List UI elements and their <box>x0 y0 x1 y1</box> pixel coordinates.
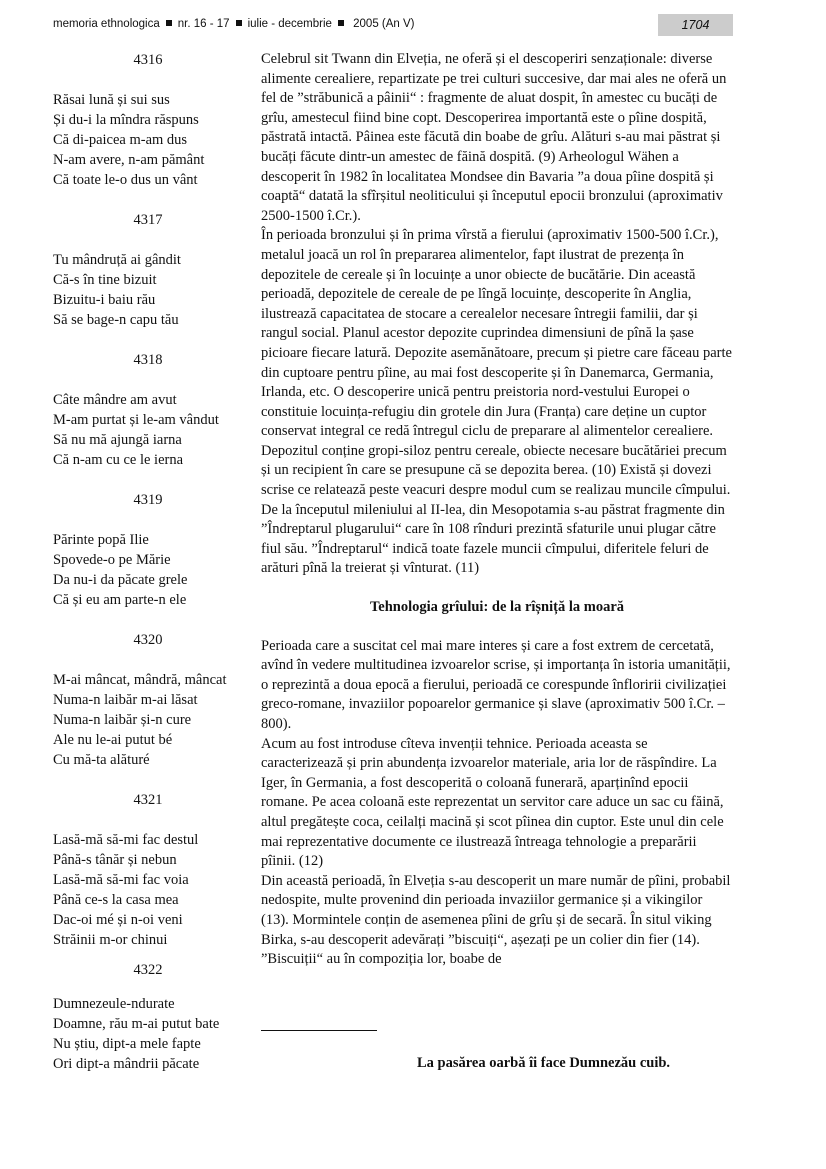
issue-year: 2005 (An V) <box>353 18 415 30</box>
poem <box>53 960 243 1074</box>
poem <box>53 50 243 190</box>
poem-line: N-am avere, n-am pământ <box>53 152 205 168</box>
issue-number: nr. 16 - 17 <box>177 18 230 30</box>
poem-line: Și du-i la mîndra răspuns <box>53 112 199 128</box>
article-paragraph: În perioada bronzului și în prima vîrstă a fierului (aproximativ 1500-500 î.Cr.), metalul joacă un rol în prepararea alimentelor, fapt ilustrat de prezența în depozitele de cereale și în locuințe a unor obiecte de bucătărie. Din această perioadă, depozitele de cereale de pe lîngă locuințe, descoperite în Anglia, ilustrează capacitatea de stocare a cerealelor necesare întregii familii, dar și rangul social. Planul acestor depozite cuprindea dimensiuni de pînă la șase picioare fiecare latură. Depozite asemănătoare, precum și pietre care făceau parte din cuptoare pentru pîine, au mai fost descoperite și în Danemarca, Germania, Irlanda, etc. O descoperire unică pentru preistoria nord-vestului Europei o constituie locuința-refugiu din grotele din Jura (Franța) care deține un cuptor conservat integral ce redă întregul ciclu de preparare al alimentelor cerealiere. Depozitul conține gropi-siloz pentru cereale, obiecte necesare bucătăriei precum și un recipient în care se presupune că se depozita berea. (10) Există și dovezi scrise ce relatează peste veacuri despre modul cum se realizau muncile cîmpului. De la începutul mileniului al II-lea, din Mesopotamia s-au păstrat fragmente din ”Îndreptarul plugarului“ care în 108 rînduri prezintă sfaturile unui plugar către fiul său. ”Îndreptarul“ indică toate fazele muncii cîmpului, diferitele feluri de arături pînă la treierat și vînturat. (11) <box>261 227 732 577</box>
poem-line: Doamne, rău m-ai putut bate <box>53 1016 220 1032</box>
poem-text <box>53 830 243 950</box>
footnote-divider <box>261 1030 377 1031</box>
poem-line: Cu mă-ta alăturé <box>53 752 150 768</box>
poem-line: Răsai lună și sui sus <box>53 92 170 108</box>
journal-info <box>53 18 415 30</box>
article-paragraph: Perioada care a suscitat cel mai mare interes și care a fost extrem de cercetată, avînd în vedere multitudinea izvoarelor scrise, și importanța în istoria umanității, o reprezintă a doua epocă a fierului, perioadă ce corespunde înfloririi civilizației greco-romane, invaziilor popoarelor germanice și slave (aproximativ 500 î.Cr. – 800). <box>261 637 731 732</box>
poem-line: Ale nu le-ai putut bé <box>53 732 173 748</box>
poem-text <box>53 90 243 190</box>
poem-line: Numa-n laibăr m-ai lăsat <box>53 692 198 708</box>
poem-line: Că-s în tine bizuit <box>53 272 157 288</box>
poem-line: M-am purtat și le-am vândut <box>53 412 219 428</box>
separator-square-icon <box>166 20 172 26</box>
poem-number: 4320 <box>133 632 163 648</box>
poem <box>53 790 243 950</box>
poem-line: Da nu-i da păcate grele <box>53 572 188 588</box>
poem-line: Tu mândruță ai gândit <box>53 252 181 268</box>
poem-line: Până ce-s la casa mea <box>53 892 179 908</box>
poems-column <box>53 50 243 1094</box>
issue-period: iulie - decembrie <box>247 18 332 30</box>
page-header <box>53 14 733 36</box>
poem-line: Să se bage-n capu tău <box>53 312 179 328</box>
poem-text <box>53 250 243 330</box>
poem-line: Până-s tânăr și nebun <box>53 852 177 868</box>
poem-number: 4321 <box>133 792 163 808</box>
poem-text <box>53 530 243 610</box>
poem <box>53 630 243 770</box>
poem-line: Numa-n laibăr și-n cure <box>53 712 192 728</box>
poem-line: M-ai mâncat, mândră, mâncat <box>53 672 227 688</box>
poem <box>53 350 243 470</box>
poem-number: 4316 <box>133 52 163 68</box>
poem-line: Să nu mă ajungă iarna <box>53 432 182 448</box>
poem-line: Că di-paicea m-am dus <box>53 132 188 148</box>
poem <box>53 490 243 610</box>
poem-number: 4319 <box>133 492 163 508</box>
footer-proverb: La pasărea oarbă îi face Dumnezău cuib. <box>416 1055 671 1071</box>
article-paragraph: Acum au fost introduse cîteva invenții tehnice. Perioada aceasta se caracterizează și prin abundența izvoarelor materiale, aria lor de răspîndire. La Iger, în Germania, a fost descoperită o coloană funerară, aparținînd epocii romane. Pe acea coloană este reprezentat un servitor care aduce un sac cu făină, altul pregătește coca, ceilalți macină și scot pîinea din cuptor. Este unul din cele mai reprezentative documente ce ilustrează întreaga tehnologie a preparării pîinii. (12) <box>261 735 724 870</box>
poem-line: Bizuitu-i baiu rău <box>53 292 156 308</box>
poem-line: Părinte popă Ilie <box>53 532 149 548</box>
poem-line: Străinii m-or chinui <box>53 932 168 948</box>
article-paragraph: Din această perioadă, în Elveția s-au descoperit un mare număr de pîini, probabil nedospite, multe provenind din perioada invaziilor germanice și a vikingilor (13). Mormintele conțin de asemenea pîini de grîu și de secară. În situl viking Birka, s-au descoperit adevărați ”biscuiți“, așezați pe un colier din fier (14). ”Biscuiții“ au în compoziția lor, boabe de <box>261 872 731 968</box>
poem-line: Dac-oi mé și n-oi veni <box>53 912 183 928</box>
poem-number: 4317 <box>133 212 163 228</box>
poem-line: Lasă-mă să-mi fac voia <box>53 872 189 888</box>
poem-line: Dumnezeule-ndurate <box>53 996 175 1012</box>
article-paragraph: Celebrul sit Twann din Elveția, ne oferă și el descoperiri senzaționale: diverse alimente cerealiere, repartizate pe trei culturi succesive, dar mai ales ne oferă un fel de ”străbunică a pâinii“ : fragmente de aluat dospit, în amestec cu bucăți de grîu, amestecul fiind bine copt. Descoperirea importantă este o pîine dospită, păstrată intactă. Pâinea este făcută din boabe de grîu. Alături s-au mai păstrat și bucăți făcute dintr-un amestec de făină dospită. (9) Arheologul Wähen a descoperit în 1982 în localitatea Mondsee din Bavaria ”a doua pîine dospită și coaptă“ datată la sfîrșitul neoliticului și începutul epocii bronzului (aproximativ 2500-1500 î.Cr.). <box>261 51 727 224</box>
poem-text <box>53 994 243 1074</box>
poem-line: Că și eu am parte-n ele <box>53 592 187 608</box>
poem-text <box>53 390 243 470</box>
poem-number: 4318 <box>133 352 163 368</box>
poem-line: Că n-am cu ce le ierna <box>53 452 184 468</box>
poem-line: Câte mândre am avut <box>53 392 177 408</box>
section-heading: Tehnologia grîului: de la rîșniță la moară <box>369 599 625 616</box>
poem-line: Nu știu, dipt-a mele fapte <box>53 1036 201 1052</box>
poem <box>53 210 243 330</box>
journal-title: memoria ethnologica <box>53 18 160 30</box>
poem-line: Spovede-o pe Mărie <box>53 552 171 568</box>
separator-square-icon <box>338 20 344 26</box>
poem-line: Că toate le-o dus un vânt <box>53 172 198 188</box>
separator-square-icon <box>236 20 242 26</box>
article-column <box>261 50 733 970</box>
poem-line: Lasă-mă să-mi fac destul <box>53 832 199 848</box>
poem-number: 4322 <box>133 962 163 978</box>
poem-line: Ori dipt-a mândrii păcate <box>53 1056 200 1072</box>
poem-text <box>53 670 243 770</box>
page-number: 1704 <box>658 14 733 36</box>
